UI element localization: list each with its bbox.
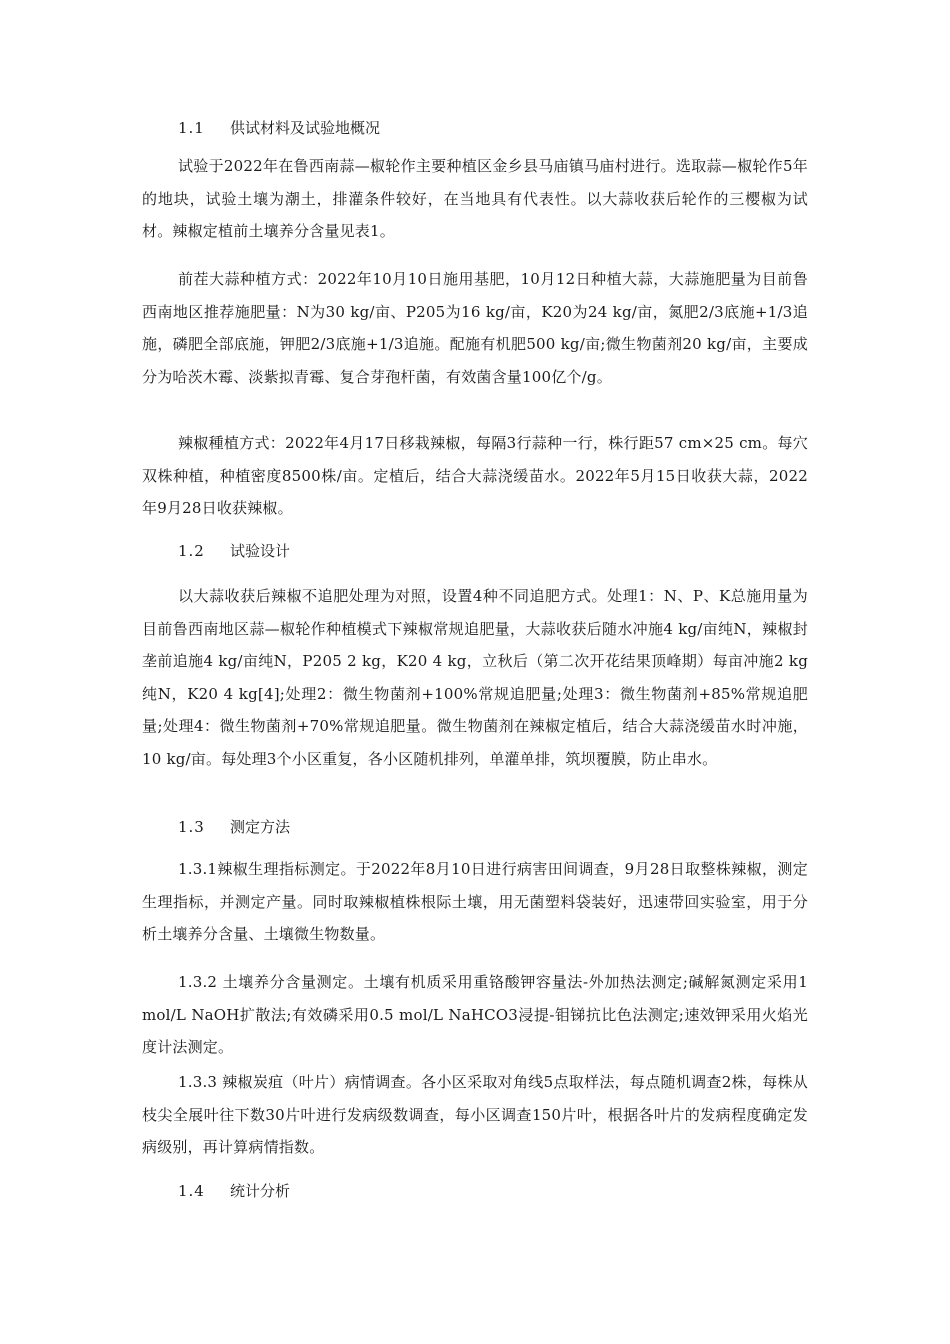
section-title: 供试材料及试验地概况 bbox=[230, 119, 381, 137]
section-heading-1-1 bbox=[178, 118, 380, 138]
paragraph: 以大蒜收获后辣椒不追肥处理为对照，设置4种不同追肥方式。处理1：N、P、K总施用量为目前鲁西南地区蒜—椒轮作种植模式下辣椒常规追肥量，大蒜收获后随水冲施4 kg/亩纯N，辣椒封垄前追施4 kg/亩纯N，P205 2 kg，K20 4 kg，立秋后（第二次开花结果顶峰期）每亩冲施2 kg纯N，K20 4 kg[4];处理2：微生物菌剂+100%常规追肥量;处理3：微生物菌剂+85%常规追肥量;处理4：微生物菌剂+70%常规追肥量。微生物菌剂在辣椒定植后，结合大蒜浇缓苗水时冲施，10 kg/亩。每处理3个小区重复，各小区随机排列，单灌单排，筑坝覆膜，防止串水。 bbox=[142, 587, 808, 768]
section-heading-1-3 bbox=[178, 817, 290, 837]
section-heading-1-4 bbox=[178, 1181, 290, 1201]
section-title: 测定方法 bbox=[230, 818, 291, 836]
paragraph: 试验于2022年在鲁西南蒜—椒轮作主要种植区金乡县马庙镇马庙村进行。选取蒜—椒轮作5年的地块，试验土壤为潮土，排灌条件较好，在当地具有代表性。以大蒜收获后轮作的三樱椒为试材。辣椒定植前土壤养分含量见表1。 bbox=[142, 157, 808, 240]
section-number: 1.3 bbox=[178, 818, 205, 836]
section-number: 1.2 bbox=[178, 542, 205, 560]
paragraph: 辣椒種植方式：2022年4月17日移栽辣椒，每隔3行蒜种一行，株行距57 cm×25 cm。每穴双株种植，种植密度8500株/亩。定植后，结合大蒜浇缓苗水。2022年5月15日收获大蒜，2022年9月28日收获辣椒。 bbox=[142, 434, 808, 517]
section-heading-1-2 bbox=[178, 541, 290, 561]
section-number: 1.4 bbox=[178, 1182, 205, 1200]
paragraph: 1.3.1辣椒生理指标测定。于2022年8月10日进行病害田间调查，9月28日取整株辣椒，测定生理指标，并测定产量。同时取辣椒植株根际土壤，用无菌塑料袋装好，迅速带回实验室，用于分析土壤养分含量、土壤微生物数量。 bbox=[142, 860, 808, 943]
paragraph: 1.3.3 辣椒炭疽（叶片）病情调查。各小区采取对角线5点取样法，每点随机调查2株，每株从枝尖全展叶往下数30片叶进行发病级数调查，每小区调查150片叶，根据各叶片的发病程度确定发病级别，再计算病情指数。 bbox=[142, 1073, 808, 1156]
section-title: 统计分析 bbox=[230, 1182, 291, 1200]
paragraph: 1.3.2 土壤养分含量测定。土壤有机质采用重铬酸钾容量法-外加热法测定;碱解氮测定采用1 mol/L NaOH扩散法;有效磷采用0.5 mol/L NaHCO3浸提-钼锑抗比色法测定;速效钾采用火焰光度计法测定。 bbox=[142, 973, 808, 1056]
section-number: 1.1 bbox=[178, 119, 205, 137]
paragraph: 前茬大蒜种植方式：2022年10月10日施用基肥，10月12日种植大蒜，大蒜施肥量为目前鲁西南地区推荐施肥量：N为30 kg/亩、P205为16 kg/亩，K20为24 kg/亩，氮肥2/3底施+1/3追施，磷肥全部底施，钾肥2/3底施+1/3追施。配施有机肥500 kg/亩;微生物菌剂20 kg/亩，主要成分为哈茨木霉、淡紫拟青霉、复合芽孢杆菌，有效菌含量100亿个/g。 bbox=[142, 270, 808, 386]
section-title: 试验设计 bbox=[230, 542, 291, 560]
